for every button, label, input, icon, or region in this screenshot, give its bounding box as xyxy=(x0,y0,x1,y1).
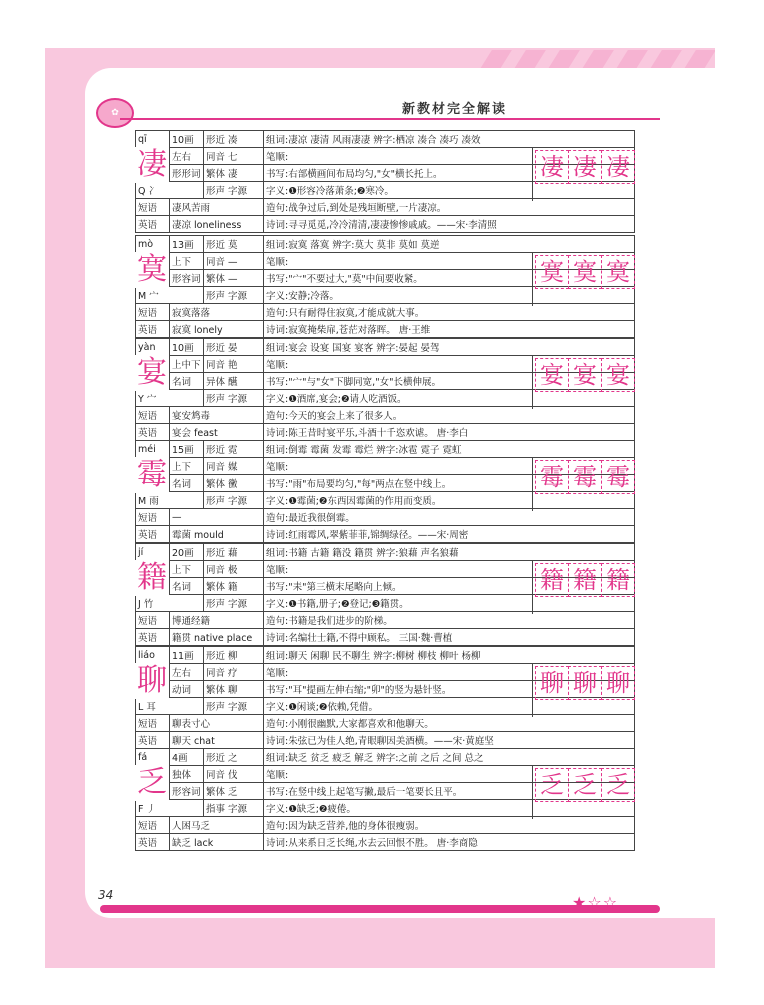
practice-cell: 霉 xyxy=(601,460,635,494)
similar-char: 形近 柳 xyxy=(204,647,264,664)
meaning: 字义:❶书籍,册子;❷登记;❸籍贯。 xyxy=(264,595,635,612)
english-label: 英语 xyxy=(136,732,170,749)
pinyin: méi xyxy=(136,441,170,458)
example-sentence: 造句:因为缺乏营养,他的身体很瘦弱。 xyxy=(264,817,635,834)
english: 寂寞 lonely xyxy=(170,321,264,338)
practice-cell: 宴 xyxy=(568,358,602,392)
homophone: 同音 极 xyxy=(204,561,264,578)
phrase: 聊表寸心 xyxy=(170,715,264,732)
writing-tip: 书写:"雨"布局要均匀,"每"两点在竖中线上。 xyxy=(264,475,635,492)
stroke-order: 笔顺: xyxy=(264,766,635,783)
traditional: 繁体 聊 xyxy=(204,681,264,698)
traditional: 繁体 — xyxy=(204,270,264,287)
similar-char: 形近 莫 xyxy=(204,236,264,253)
phrase: 凄风苦雨 xyxy=(170,199,264,216)
english-label: 英语 xyxy=(136,629,170,646)
stroke-count: 15画 xyxy=(170,441,204,458)
english-label: 英语 xyxy=(136,526,170,543)
character-entry xyxy=(135,130,635,231)
traditional: 繁体 乏 xyxy=(204,783,264,800)
logo-icon: ✿ xyxy=(96,98,134,128)
similar-char: 形近 霓 xyxy=(204,441,264,458)
part-of-speech: 名词 xyxy=(170,475,204,492)
words-row: 组词:倒霉 霉菌 发霉 霉烂 辨字:冰雹 霓子 霓虹 xyxy=(264,441,635,458)
practice-cell: 聊 xyxy=(568,666,602,700)
example-sentence: 造句:书籍是我们进步的阶梯。 xyxy=(264,612,635,629)
pinyin: qī xyxy=(136,131,170,148)
main-character: 寞 xyxy=(137,252,167,287)
rating-stars-icon: ★☆☆ xyxy=(572,893,619,912)
phrase-label: 短语 xyxy=(136,715,170,732)
main-character: 籍 xyxy=(137,560,167,595)
formation: 形声 字源 xyxy=(204,492,264,509)
character-entry xyxy=(135,543,635,644)
initial-radical: Y 宀 xyxy=(136,390,204,407)
practice-cell: 寞 xyxy=(568,255,602,289)
practice-cell: 霉 xyxy=(568,460,602,494)
formation: 形声 字源 xyxy=(204,182,264,199)
example-sentence: 造句:战争过后,到处是残垣断壁,一片凄凉。 xyxy=(264,199,635,216)
traditional: 繁体 凄 xyxy=(204,165,264,182)
character-entry xyxy=(135,646,635,747)
pinyin: jí xyxy=(136,544,170,561)
practice-grid xyxy=(532,147,633,201)
part-of-speech: 动词 xyxy=(170,681,204,698)
phrase-label: 短语 xyxy=(136,612,170,629)
part-of-speech: 形形词 xyxy=(170,165,204,182)
words-row: 组词:寂寞 落寞 辨字:莫大 莫非 莫如 莫逆 xyxy=(264,236,635,253)
formation: 形声 字源 xyxy=(204,287,264,304)
example-sentence: 造句:只有耐得住寂寞,才能成就大事。 xyxy=(264,304,635,321)
practice-grid xyxy=(532,560,633,614)
similar-char: 形近 晏 xyxy=(204,339,264,356)
writing-tip: 书写:"耳"提画左伸右缩;"卯"的竖为悬针竖。 xyxy=(264,681,635,698)
formation: 形声 字源 xyxy=(204,698,264,715)
pinyin: mò xyxy=(136,236,170,253)
stroke-count: 20画 xyxy=(170,544,204,561)
stroke-count: 10画 xyxy=(170,339,204,356)
page-title: 新教材完全解读 xyxy=(402,102,508,117)
main-character: 聊 xyxy=(137,663,167,698)
phrase-label: 短语 xyxy=(136,304,170,321)
homophone: 同音 媒 xyxy=(204,458,264,475)
traditional: 异体 醼 xyxy=(204,373,264,390)
pinyin: yàn xyxy=(136,339,170,356)
meaning: 字义:❶缺乏;❷疲倦。 xyxy=(264,800,635,817)
similar-char: 形近 之 xyxy=(204,749,264,766)
stroke-count: 13画 xyxy=(170,236,204,253)
example-sentence: 造句:今天的宴会上来了很多人。 xyxy=(264,407,635,424)
main-character: 凄 xyxy=(137,147,167,182)
structure: 独体 xyxy=(170,766,204,783)
practice-cell: 籍 xyxy=(568,563,602,597)
poem-line: 诗词:红雨霉风,翠紫菲菲,锦绸绿径。——宋·周密 xyxy=(264,526,635,543)
structure: 左右 xyxy=(170,148,204,165)
stroke-order: 笔顺: xyxy=(264,356,635,373)
part-of-speech: 形容词 xyxy=(170,270,204,287)
phrase: — xyxy=(170,509,264,526)
similar-char: 形近 藉 xyxy=(204,544,264,561)
homophone: 同音 七 xyxy=(204,148,264,165)
homophone: 同音 疗 xyxy=(204,664,264,681)
structure: 上中下 xyxy=(170,356,204,373)
similar-char: 形近 凑 xyxy=(204,131,264,148)
meaning: 字义:❶闲谈;❷依赖,凭借。 xyxy=(264,698,635,715)
english-label: 英语 xyxy=(136,216,170,233)
phrase: 人困马乏 xyxy=(170,817,264,834)
practice-grid xyxy=(532,663,633,717)
practice-cell: 宴 xyxy=(601,358,635,392)
homophone: 同音 艳 xyxy=(204,356,264,373)
practice-cell: 乏 xyxy=(601,768,635,802)
main-character: 乏 xyxy=(137,765,167,800)
homophone: 同音 伐 xyxy=(204,766,264,783)
writing-tip: 书写:"耒"第三横末尾略向上倾。 xyxy=(264,578,635,595)
poem-line: 诗词:寻寻觅觅,冷冷清清,凄凄惨惨戚戚。——宋·李清照 xyxy=(264,216,635,233)
initial-radical: J 竹 xyxy=(136,595,204,612)
page-header xyxy=(120,94,660,122)
homophone: 同音 — xyxy=(204,253,264,270)
structure: 上下 xyxy=(170,458,204,475)
english: 籍贯 native place xyxy=(170,629,264,646)
initial-radical: Q 冫 xyxy=(136,182,204,199)
poem-line: 诗词:朱弦已为佳人绝,青眼聊因美酒横。——宋·黄庭坚 xyxy=(264,732,635,749)
main-character: 霉 xyxy=(137,457,167,492)
meaning: 字义:❶酒席,宴会;❷请人吃酒饭。 xyxy=(264,390,635,407)
meaning: 字义:❶形容冷落萧条;❷寒冷。 xyxy=(264,182,635,199)
poem-line: 诗词:从来系日乏长绳,水去云回恨不胜。 唐·李商隐 xyxy=(264,834,635,851)
character-entry xyxy=(135,338,635,439)
phrase-label: 短语 xyxy=(136,407,170,424)
initial-radical: M 雨 xyxy=(136,492,204,509)
practice-cell: 凄 xyxy=(568,150,602,184)
english: 缺乏 lack xyxy=(170,834,264,851)
traditional: 繁体 黴 xyxy=(204,475,264,492)
character-entry xyxy=(135,440,635,541)
writing-tip: 书写:"宀"不要过大,"莫"中间要收紧。 xyxy=(264,270,635,287)
main-character: 宴 xyxy=(137,355,167,390)
practice-cell: 籍 xyxy=(535,563,569,597)
stroke-order: 笔顺: xyxy=(264,253,635,270)
phrase: 博通经籍 xyxy=(170,612,264,629)
formation: 形声 字源 xyxy=(204,390,264,407)
phrase-label: 短语 xyxy=(136,199,170,216)
page-number: 34 xyxy=(98,888,114,902)
practice-cell: 聊 xyxy=(535,666,569,700)
pinyin: fá xyxy=(136,749,170,766)
initial-radical: F 丿 xyxy=(136,800,204,817)
stroke-count: 11画 xyxy=(170,647,204,664)
english-label: 英语 xyxy=(136,834,170,851)
practice-cell: 宴 xyxy=(535,358,569,392)
english: 宴会 feast xyxy=(170,424,264,441)
phrase-label: 短语 xyxy=(136,509,170,526)
meaning: 字义:安静;冷落。 xyxy=(264,287,635,304)
stroke-count: 4画 xyxy=(170,749,204,766)
phrase-label: 短语 xyxy=(136,817,170,834)
header-rule xyxy=(120,118,660,120)
english-label: 英语 xyxy=(136,321,170,338)
formation: 指事 字源 xyxy=(204,800,264,817)
practice-cell: 霉 xyxy=(535,460,569,494)
structure: 左右 xyxy=(170,664,204,681)
writing-tip: 书写:"宀"与"女"下脚同宽,"女"长横伸展。 xyxy=(264,373,635,390)
stroke-order: 笔顺: xyxy=(264,148,635,165)
character-entry xyxy=(135,748,635,849)
practice-cell: 聊 xyxy=(601,666,635,700)
practice-cell: 籍 xyxy=(601,563,635,597)
character-entry xyxy=(135,235,635,336)
practice-cell: 寞 xyxy=(535,255,569,289)
practice-grid xyxy=(532,457,633,511)
practice-cell: 乏 xyxy=(568,768,602,802)
practice-cell: 乏 xyxy=(535,768,569,802)
practice-cell: 寞 xyxy=(601,255,635,289)
structure: 上下 xyxy=(170,253,204,270)
words-row: 组词:聊天 闲聊 民不聊生 辨字:柳树 柳枝 柳叶 杨柳 xyxy=(264,647,635,664)
pinyin: liáo xyxy=(136,647,170,664)
part-of-speech: 名词 xyxy=(170,373,204,390)
initial-radical: L 耳 xyxy=(136,698,204,715)
words-row: 组词:缺乏 贫乏 疲乏 解乏 辨字:之前 之后 之间 总之 xyxy=(264,749,635,766)
english: 霉菌 mould xyxy=(170,526,264,543)
example-sentence: 造句:最近我很倒霉。 xyxy=(264,509,635,526)
writing-tip: 书写:右部横画间布局均匀,"女"横长托上。 xyxy=(264,165,635,182)
formation: 形声 字源 xyxy=(204,595,264,612)
practice-grid xyxy=(532,252,633,306)
stroke-order: 笔顺: xyxy=(264,664,635,681)
structure: 上下 xyxy=(170,561,204,578)
poem-line: 诗词:名编壮士籍,不得中顾私。 三国·魏·曹植 xyxy=(264,629,635,646)
practice-grid xyxy=(532,765,633,819)
writing-tip: 书写:在竖中线上起笔写撇,最后一笔要长且平。 xyxy=(264,783,635,800)
poem-line: 诗词:陈王昔时宴平乐,斗酒十千恣欢谑。 唐·李白 xyxy=(264,424,635,441)
phrase: 寂寞落落 xyxy=(170,304,264,321)
traditional: 繁体 籍 xyxy=(204,578,264,595)
poem-line: 诗词:寂寞掩柴扉,苍茫对落晖。 唐·王维 xyxy=(264,321,635,338)
words-row: 组词:书籍 古籍 籍没 籍贯 辨字:狼藉 声名狼藉 xyxy=(264,544,635,561)
words-row: 组词:宴会 设宴 国宴 宴客 辨字:晏起 晏驾 xyxy=(264,339,635,356)
english: 凄凉 loneliness xyxy=(170,216,264,233)
words-row: 组词:凄凉 凄清 风雨凄凄 辨字:栖凉 凑合 凑巧 凑效 xyxy=(264,131,635,148)
practice-grid xyxy=(532,355,633,409)
example-sentence: 造句:小刚很幽默,大家都喜欢和他聊天。 xyxy=(264,715,635,732)
practice-cell: 凄 xyxy=(535,150,569,184)
part-of-speech: 形容词 xyxy=(170,783,204,800)
phrase: 宴安鸩毒 xyxy=(170,407,264,424)
part-of-speech: 名词 xyxy=(170,578,204,595)
stroke-count: 10画 xyxy=(170,131,204,148)
practice-cell: 凄 xyxy=(601,150,635,184)
english: 聊天 chat xyxy=(170,732,264,749)
english-label: 英语 xyxy=(136,424,170,441)
meaning: 字义:❶霉菌;❷东西因霉菌的作用而变质。 xyxy=(264,492,635,509)
stroke-order: 笔顺: xyxy=(264,561,635,578)
initial-radical: M 宀 xyxy=(136,287,204,304)
stroke-order: 笔顺: xyxy=(264,458,635,475)
